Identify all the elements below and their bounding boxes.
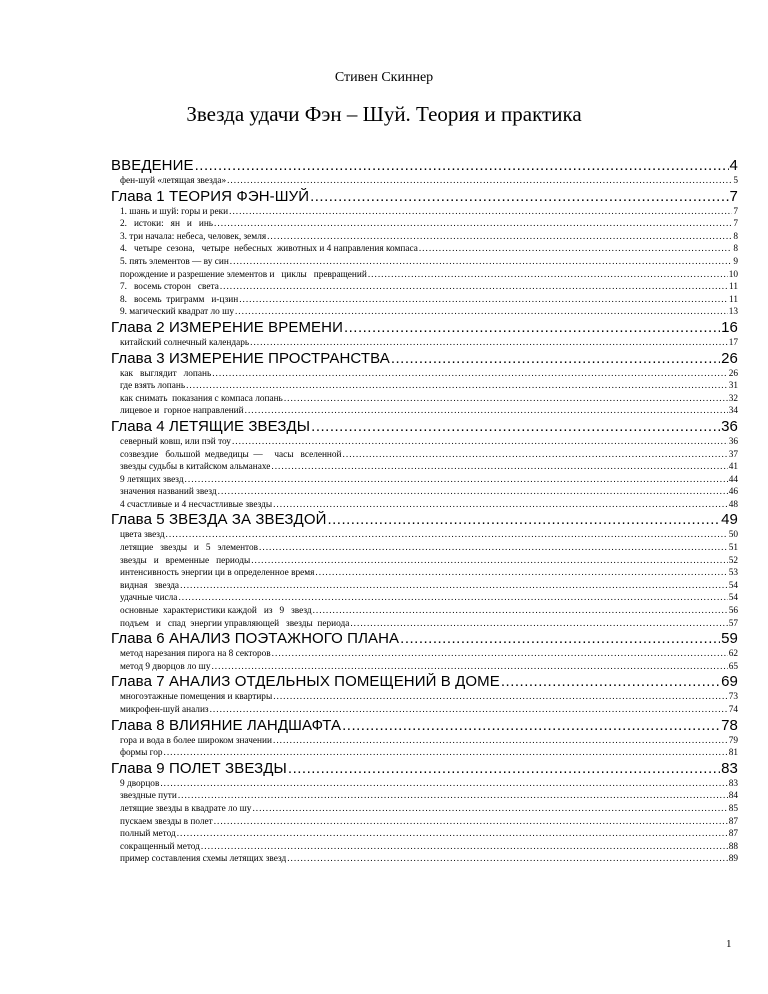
toc-entry-page: 7 bbox=[733, 206, 738, 217]
toc-entry-page: 37 bbox=[728, 449, 738, 460]
toc-section-entry[interactable] bbox=[111, 704, 738, 717]
toc-entry-label: метод 9 дворцов ло шу bbox=[120, 661, 211, 672]
toc-chapter-entry[interactable] bbox=[111, 511, 738, 529]
toc-entry-label: 2. истоки: ян и инь bbox=[120, 219, 214, 230]
toc-entry-label: гора и вода в более широком значении bbox=[120, 735, 272, 746]
toc-entry-page: 69 bbox=[721, 673, 738, 691]
dot-leader bbox=[232, 436, 728, 449]
toc-section-entry[interactable] bbox=[111, 790, 738, 803]
toc-section-entry[interactable] bbox=[111, 816, 738, 829]
dot-leader bbox=[273, 691, 728, 704]
dot-leader bbox=[186, 380, 728, 393]
dot-leader bbox=[284, 393, 728, 406]
toc-entry-label: 7. восемь сторон света bbox=[120, 282, 219, 293]
toc-entry-label: Глава 8 ВЛИЯНИЕ ЛАНДШАФТА bbox=[111, 716, 342, 734]
dot-leader bbox=[343, 449, 728, 462]
toc-entry-page: 87 bbox=[728, 816, 738, 827]
toc-entry-label: северный ковш, или пэй тоу bbox=[120, 436, 231, 447]
toc-section-entry[interactable] bbox=[111, 592, 738, 605]
toc-entry-page: 53 bbox=[728, 568, 738, 579]
dot-leader bbox=[180, 580, 728, 593]
toc-entry-page: 78 bbox=[721, 716, 738, 734]
toc-section-entry[interactable] bbox=[111, 269, 738, 282]
toc-entry-page: 74 bbox=[728, 705, 738, 715]
toc-entry-page: 89 bbox=[728, 854, 738, 865]
toc-entry-page: 10 bbox=[728, 269, 738, 280]
toc-entry-label: пускаем звезды в полет bbox=[120, 816, 213, 827]
toc-entry-label: 5. пять элементов — ву син bbox=[120, 256, 229, 267]
toc-entry-page: 73 bbox=[728, 692, 738, 703]
dot-leader bbox=[214, 218, 732, 231]
toc-entry-page: 4 bbox=[729, 157, 738, 174]
toc-section-entry[interactable] bbox=[111, 337, 738, 350]
toc-entry-page: 31 bbox=[728, 381, 738, 392]
toc-chapter-entry[interactable] bbox=[111, 157, 738, 175]
toc-entry-label: видная звезда bbox=[120, 580, 180, 591]
dot-leader bbox=[273, 499, 728, 512]
toc-entry-label: Глава 7 АНАЛИЗ ОТДЕЛЬНЫХ ПОМЕЩЕНИЙ В ДОМЕ bbox=[111, 673, 500, 691]
toc-entry-page: 56 bbox=[728, 606, 738, 617]
toc-entry-page: 8 bbox=[733, 231, 738, 242]
toc-section-entry[interactable] bbox=[111, 486, 738, 499]
toc-section-entry[interactable] bbox=[111, 436, 738, 449]
toc-entry-label: 4 счастливые и 4 несчастливые звезды bbox=[120, 499, 273, 510]
toc-section-entry[interactable] bbox=[111, 281, 738, 294]
toc-section-entry[interactable] bbox=[111, 256, 738, 269]
toc-section-entry[interactable] bbox=[111, 393, 738, 406]
page-number: 1 bbox=[726, 938, 732, 950]
toc-entry-label: Глава 3 ИЗМЕРЕНИЕ ПРОСТРАНСТВА bbox=[111, 349, 390, 367]
dot-leader bbox=[310, 188, 728, 206]
toc-entry-page: 34 bbox=[728, 406, 738, 417]
book-author: Стивен Скиннер bbox=[334, 70, 434, 85]
toc-entry-label: многоэтажные помещения и квартиры bbox=[120, 692, 273, 703]
toc-section-entry[interactable] bbox=[111, 803, 738, 816]
dot-leader bbox=[287, 853, 728, 866]
toc-entry-label: подъем и спад энергии управляющей звезды периода bbox=[120, 618, 350, 629]
table-of-contents bbox=[111, 157, 738, 866]
toc-entry-page: 87 bbox=[728, 829, 738, 840]
toc-section-entry[interactable] bbox=[111, 206, 738, 219]
toc-chapter-entry[interactable] bbox=[111, 350, 738, 368]
dot-leader bbox=[267, 231, 732, 244]
toc-entry-page: 59 bbox=[721, 630, 738, 648]
dot-leader bbox=[229, 206, 732, 219]
toc-entry-label: звездные пути bbox=[120, 791, 177, 802]
toc-entry-page: 62 bbox=[728, 649, 738, 660]
dot-leader bbox=[220, 281, 728, 294]
dot-leader bbox=[419, 243, 733, 256]
toc-entry-label: Глава 6 АНАЛИЗ ПОЭТАЖНОГО ПЛАНА bbox=[111, 630, 400, 648]
book-title: Звезда удачи Фэн – Шуй. Теория и практика bbox=[186, 102, 582, 126]
toc-entry-page: 7 bbox=[733, 219, 738, 230]
toc-entry-label: Глава 2 ИЗМЕРЕНИЕ ВРЕМЕНИ bbox=[111, 318, 343, 336]
dot-leader bbox=[315, 567, 727, 580]
toc-entry-label: как выглядит лопань bbox=[120, 368, 212, 379]
dot-leader bbox=[178, 592, 727, 605]
dot-leader bbox=[214, 816, 728, 829]
toc-entry-label: звезды и временные периоды bbox=[120, 555, 251, 566]
dot-leader bbox=[210, 704, 728, 717]
toc-section-entry[interactable] bbox=[111, 529, 738, 542]
dot-leader bbox=[368, 269, 728, 282]
toc-section-entry[interactable] bbox=[111, 380, 738, 393]
dot-leader bbox=[195, 157, 729, 175]
toc-section-entry[interactable] bbox=[111, 449, 738, 462]
toc-entry-page: 36 bbox=[728, 436, 738, 447]
toc-entry-page: 49 bbox=[721, 511, 738, 529]
toc-section-entry[interactable] bbox=[111, 828, 738, 841]
toc-entry-label: порождение и разрешение элементов и циклы превращений bbox=[120, 269, 367, 280]
dot-leader bbox=[252, 803, 727, 816]
dot-leader bbox=[245, 405, 728, 418]
dot-leader bbox=[160, 778, 727, 791]
toc-entry-page: 88 bbox=[728, 841, 738, 852]
dot-leader bbox=[185, 474, 728, 487]
toc-entry-page: 8 bbox=[733, 244, 738, 255]
toc-entry-label: метод нарезания пирога на 8 секторов bbox=[120, 649, 271, 660]
dot-leader bbox=[350, 618, 727, 631]
dot-leader bbox=[271, 461, 727, 474]
toc-chapter-entry[interactable] bbox=[111, 717, 738, 735]
toc-entry-label: формы гор bbox=[120, 748, 163, 759]
toc-entry-page: 48 bbox=[728, 499, 738, 510]
dot-leader bbox=[501, 673, 720, 691]
toc-entry-label: цвета звезд bbox=[120, 530, 165, 541]
toc-entry-page: 44 bbox=[728, 474, 738, 485]
toc-entry-label: микрофен-шуй анализ bbox=[120, 705, 209, 715]
toc-section-entry[interactable] bbox=[111, 648, 738, 661]
toc-entry-page: 83 bbox=[728, 778, 738, 789]
toc-entry-page: 32 bbox=[728, 393, 738, 404]
toc-entry-page: 84 bbox=[728, 791, 738, 802]
toc-chapter-entry[interactable] bbox=[111, 418, 738, 436]
toc-entry-label: Глава 1 ТЕОРИЯ ФЭН-ШУЙ bbox=[111, 187, 310, 205]
toc-section-entry[interactable] bbox=[111, 555, 738, 568]
toc-entry-page: 7 bbox=[729, 187, 738, 205]
dot-leader bbox=[344, 319, 720, 337]
toc-entry-label: звезды судьбы в китайском альманахе bbox=[120, 462, 271, 473]
toc-entry-label: лицевое и горное направлений bbox=[120, 406, 244, 417]
toc-entry-page: 57 bbox=[728, 618, 738, 629]
toc-entry-page: 81 bbox=[728, 748, 738, 759]
toc-chapter-entry[interactable] bbox=[111, 673, 738, 691]
toc-section-entry[interactable] bbox=[111, 661, 738, 674]
toc-entry-page: 46 bbox=[728, 487, 738, 498]
dot-leader bbox=[251, 555, 728, 568]
toc-entry-page: 52 bbox=[728, 555, 738, 566]
toc-section-entry[interactable] bbox=[111, 461, 738, 474]
toc-section-entry[interactable] bbox=[111, 747, 738, 760]
toc-entry-label: удачные числа bbox=[120, 593, 178, 604]
toc-section-entry[interactable] bbox=[111, 218, 738, 231]
toc-entry-page: 54 bbox=[728, 580, 738, 591]
toc-entry-page: 41 bbox=[728, 462, 738, 473]
toc-entry-label: летящие звезды и 5 элементов bbox=[120, 543, 259, 554]
toc-entry-page: 16 bbox=[721, 318, 738, 336]
toc-section-entry[interactable] bbox=[111, 841, 738, 854]
toc-entry-label: фен-шуй «летящая звезда» bbox=[120, 176, 227, 186]
toc-entry-page: 51 bbox=[728, 543, 738, 554]
dot-leader bbox=[391, 350, 720, 368]
toc-entry-label: китайский солнечный календарь bbox=[120, 337, 250, 348]
toc-section-entry[interactable] bbox=[111, 618, 738, 631]
dot-leader bbox=[211, 661, 727, 674]
dot-leader bbox=[311, 418, 720, 436]
toc-entry-label: Глава 9 ПОЛЕТ ЗВЕЗДЫ bbox=[111, 759, 287, 777]
dot-leader bbox=[259, 542, 728, 555]
toc-entry-label: пример составления схемы летящих звезд bbox=[120, 854, 287, 865]
toc-chapter-entry[interactable] bbox=[111, 319, 738, 337]
toc-section-entry[interactable] bbox=[111, 853, 738, 866]
dot-leader bbox=[235, 306, 728, 319]
dot-leader bbox=[313, 605, 728, 618]
dot-leader bbox=[164, 747, 728, 760]
dot-leader bbox=[273, 735, 728, 748]
dot-leader bbox=[178, 790, 728, 803]
toc-entry-label: значения названий звезд bbox=[120, 487, 217, 498]
toc-entry-label: сокращенный метод bbox=[120, 841, 200, 852]
dot-leader bbox=[250, 337, 728, 350]
toc-entry-label: полный метод bbox=[120, 829, 176, 840]
toc-section-entry[interactable] bbox=[111, 542, 738, 555]
toc-entry-label: 9. магический квадрат ло шу bbox=[120, 307, 234, 318]
toc-section-entry[interactable] bbox=[111, 294, 738, 307]
dot-leader bbox=[218, 486, 728, 499]
dot-leader bbox=[177, 828, 728, 841]
toc-entry-page: 26 bbox=[728, 368, 738, 379]
toc-entry-page: 11 bbox=[729, 294, 738, 305]
toc-entry-label: интенсивность энергии ци в определенное время bbox=[120, 568, 315, 579]
toc-entry-page: 5 bbox=[733, 176, 738, 186]
toc-chapter-entry[interactable] bbox=[111, 630, 738, 648]
toc-entry-label: Глава 4 ЛЕТЯЩИЕ ЗВЕЗДЫ bbox=[111, 417, 311, 435]
toc-section-entry[interactable] bbox=[111, 735, 738, 748]
toc-section-entry[interactable] bbox=[111, 567, 738, 580]
toc-section-entry[interactable] bbox=[111, 474, 738, 487]
toc-entry-label: основные характеристики каждой из 9 звезд bbox=[120, 606, 312, 617]
toc-entry-page: 65 bbox=[728, 661, 738, 672]
toc-entry-page: 54 bbox=[728, 593, 738, 604]
dot-leader bbox=[201, 841, 728, 854]
dot-leader bbox=[166, 529, 728, 542]
toc-section-entry[interactable] bbox=[111, 691, 738, 704]
toc-section-entry[interactable] bbox=[111, 306, 738, 319]
toc-section-entry[interactable] bbox=[111, 778, 738, 791]
toc-section-entry[interactable] bbox=[111, 405, 738, 418]
toc-entry-page: 11 bbox=[729, 282, 738, 293]
toc-entry-label: где взять лопань bbox=[120, 381, 186, 392]
dot-leader bbox=[230, 256, 733, 269]
toc-entry-label: летящие звезды в квадрате ло шу bbox=[120, 803, 252, 814]
toc-entry-page: 50 bbox=[728, 530, 738, 541]
toc-entry-page: 13 bbox=[728, 307, 738, 318]
dot-leader bbox=[327, 511, 720, 529]
dot-leader bbox=[400, 630, 720, 648]
dot-leader bbox=[288, 760, 720, 778]
toc-entry-page: 79 bbox=[728, 735, 738, 746]
dot-leader bbox=[342, 717, 720, 735]
toc-entry-page: 9 bbox=[733, 256, 738, 267]
toc-section-entry[interactable] bbox=[111, 175, 738, 188]
toc-section-entry[interactable] bbox=[111, 605, 738, 618]
toc-entry-page: 85 bbox=[728, 803, 738, 814]
toc-entry-label: 4. четыре сезона, четыре небесных животных и 4 направления компаса bbox=[120, 244, 418, 255]
toc-entry-label: 9 дворцов bbox=[120, 778, 160, 789]
toc-chapter-entry[interactable] bbox=[111, 188, 738, 206]
dot-leader bbox=[227, 175, 732, 188]
dot-leader bbox=[272, 648, 728, 661]
toc-entry-label: 1. шань и шуй: горы и реки bbox=[120, 206, 229, 217]
toc-entry-label: Глава 5 ЗВЕЗДА ЗА ЗВЕЗДОЙ bbox=[111, 511, 327, 529]
toc-entry-label: 3. три начала: небеса, человек, земля bbox=[120, 231, 267, 242]
toc-section-entry[interactable] bbox=[111, 231, 738, 244]
toc-entry-page: 83 bbox=[721, 759, 738, 777]
toc-section-entry[interactable] bbox=[111, 368, 738, 381]
toc-section-entry[interactable] bbox=[111, 580, 738, 593]
toc-entry-page: 26 bbox=[721, 349, 738, 367]
toc-entry-label: созвездие большой медведицы — часы вселенной bbox=[120, 449, 342, 460]
toc-entry-label: ВВЕДЕНИЕ bbox=[111, 157, 194, 174]
dot-leader bbox=[212, 368, 727, 381]
dot-leader bbox=[239, 294, 728, 307]
toc-entry-label: 8. восемь триграмм и-цзин bbox=[120, 294, 239, 305]
toc-entry-page: 17 bbox=[728, 337, 738, 348]
toc-entry-label: 9 летящих звезд bbox=[120, 474, 184, 485]
toc-entry-label: как снимать показания с компаса лопань bbox=[120, 393, 283, 404]
toc-section-entry[interactable] bbox=[111, 499, 738, 512]
toc-entry-page: 36 bbox=[721, 417, 738, 435]
toc-section-entry[interactable] bbox=[111, 243, 738, 256]
toc-chapter-entry[interactable] bbox=[111, 760, 738, 778]
